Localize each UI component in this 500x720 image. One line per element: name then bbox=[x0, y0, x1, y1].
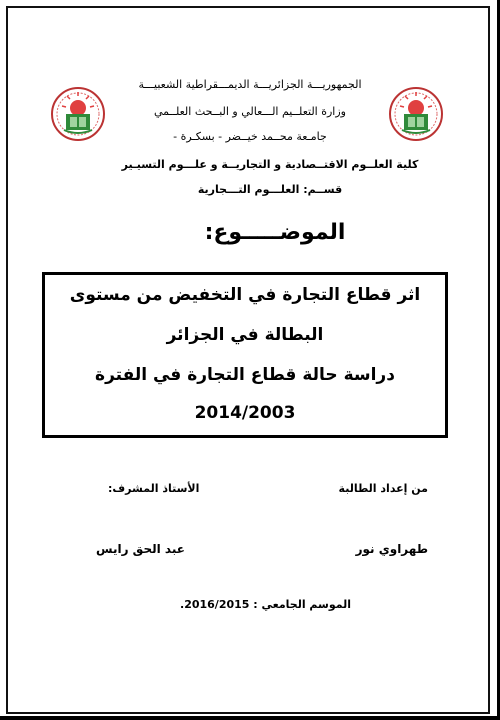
supervisor-label: الأستاذ المشرف: bbox=[108, 482, 200, 495]
department-name: قســم: العلـــوم التـــجارية bbox=[197, 183, 343, 196]
supervisor-name: عبد الحق رايس bbox=[96, 542, 185, 556]
thesis-title-line-3: دراسة حالة قطاع التجارة في الفترة bbox=[95, 365, 395, 385]
page-edge-bottom bbox=[0, 716, 500, 720]
academic-season: الموسم الجامعي : 2016/2015. bbox=[180, 598, 352, 611]
faculty-name: كلية العلــوم الاقتــصادية و التجاريــة و علـــوم التسيـير bbox=[121, 158, 419, 171]
thesis-title-line-1: اثر قطاع التجارة في التخفيض من مستوى bbox=[69, 285, 421, 305]
thesis-period: 2014/2003 bbox=[194, 403, 296, 423]
subject-label: الموضـــــوع: bbox=[204, 220, 346, 245]
student-name: طهراوي نور bbox=[355, 542, 428, 556]
ministry-name: وزارة التعلــيم الـــعالي و البــحث العلــمي bbox=[154, 105, 346, 118]
thesis-title-box bbox=[42, 272, 448, 438]
prepared-by-label: من إعداد الطالبة bbox=[338, 482, 428, 495]
country-name: الجمهوريـــة الجزائريـــة الديمـــقراطية الشعبيـــة bbox=[138, 78, 362, 91]
thesis-title-line-2: البطالة في الجزائر bbox=[166, 325, 324, 345]
university-name: جامـعة محــمد خيــضر - بسكـرة - bbox=[173, 130, 327, 143]
